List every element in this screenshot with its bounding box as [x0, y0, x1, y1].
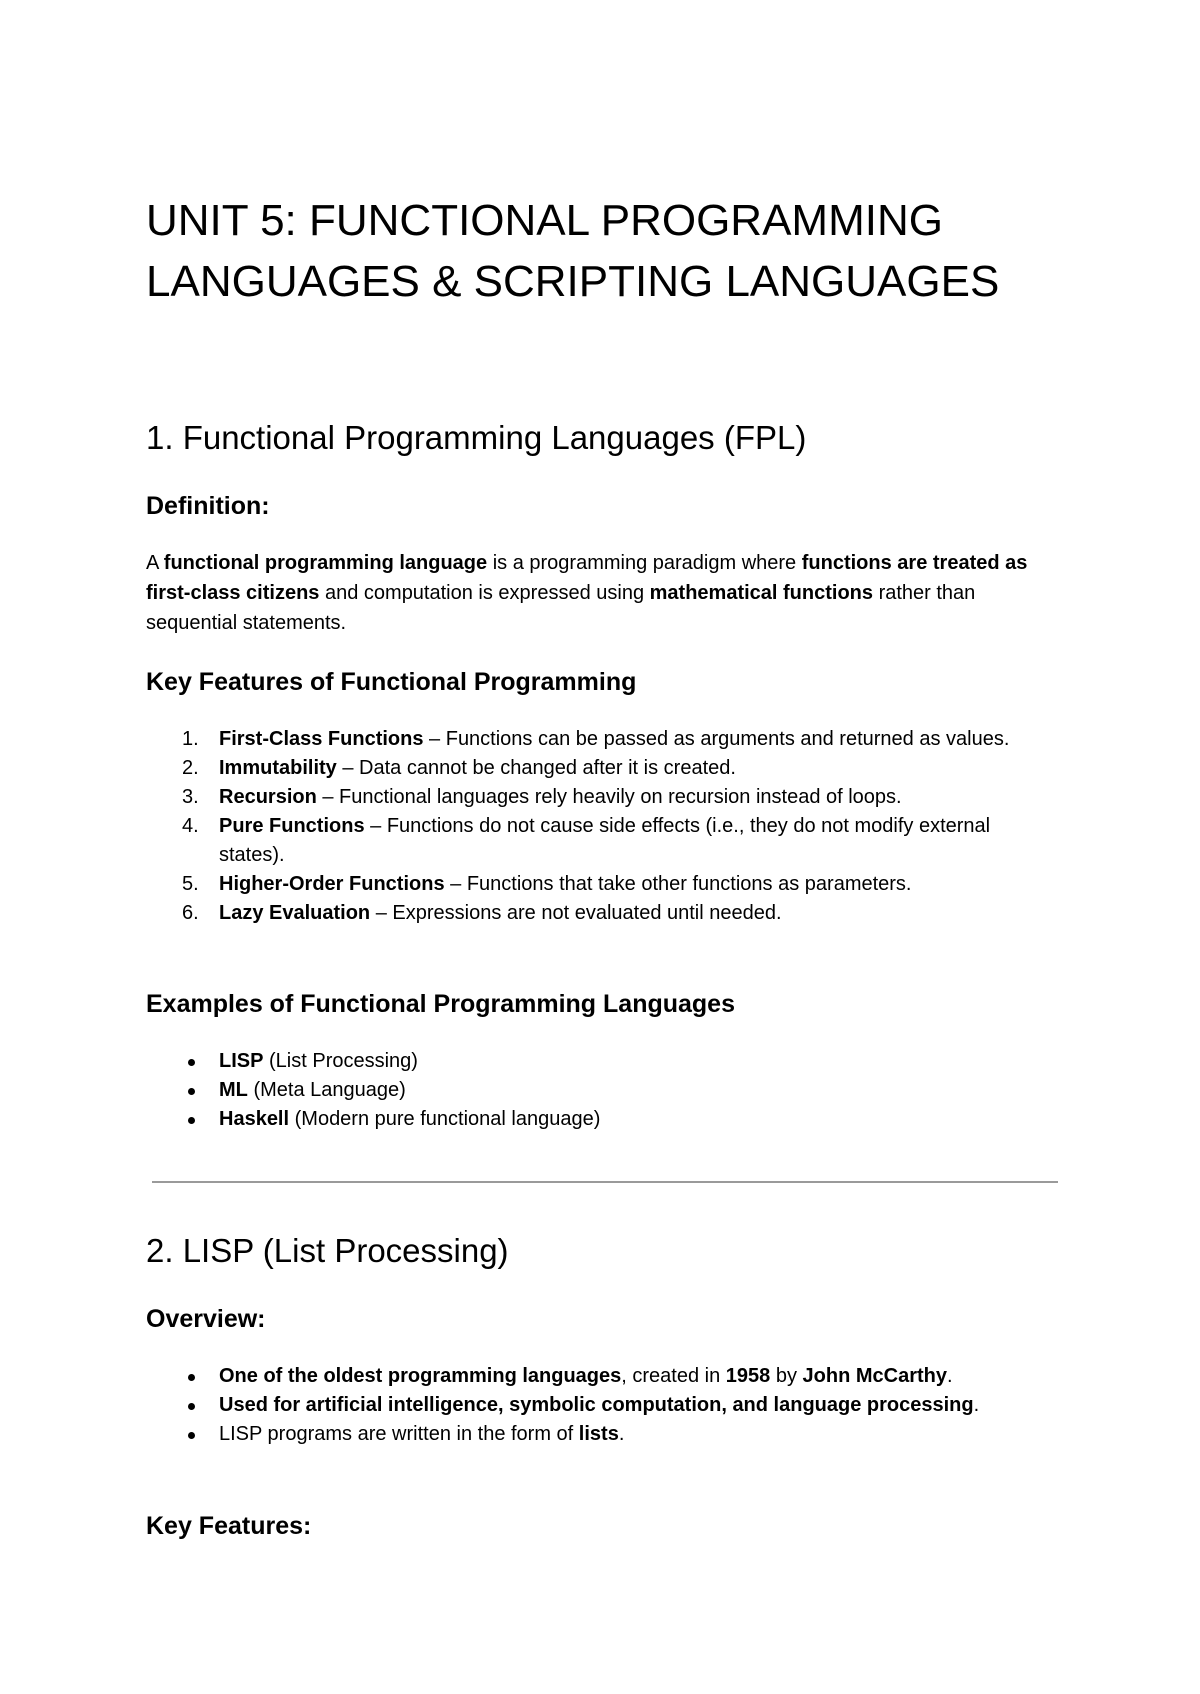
horizontal-divider: [152, 1181, 1058, 1183]
list-item: 6. Lazy Evaluation – Expressions are not evaluated until needed.: [182, 902, 782, 924]
list-item: Haskell (Modern pure functional language): [146, 1105, 1046, 1134]
definition-paragraph: A functional programming language is a programming paradigm where functions are treated as first-class citizens and computation is expressed using mathematical functions rather than sequential statements.: [146, 552, 1028, 634]
definition-label: Definition:: [146, 492, 270, 520]
bullet-icon: [188, 1374, 195, 1381]
list-item: Used for artificial intelligence, symbolic computation, and language processing.: [146, 1391, 1046, 1420]
examples-heading: Examples of Functional Programming Languages: [146, 990, 735, 1018]
bullet-icon: [188, 1059, 195, 1066]
overview-label: Overview:: [146, 1305, 266, 1333]
list-item: ML (Meta Language): [146, 1076, 1046, 1105]
bullet-icon: [188, 1117, 195, 1124]
examples-list: [146, 1047, 1046, 1134]
list-item: One of the oldest programming languages, created in 1958 by John McCarthy.: [146, 1362, 1046, 1391]
list-item: 5. Higher-Order Functions – Functions that take other functions as parameters.: [182, 873, 912, 895]
bullet-icon: [188, 1403, 195, 1410]
key-features-label: Key Features:: [146, 1512, 312, 1540]
features-list: [146, 725, 1046, 928]
document-title: UNIT 5: FUNCTIONAL PROGRAMMING LANGUAGES & SCRIPTING LANGUAGES: [146, 196, 1000, 306]
section-heading-fpl: 1. Functional Programming Languages (FPL): [146, 419, 807, 456]
bullet-icon: [188, 1088, 195, 1095]
list-item: LISP (List Processing): [146, 1047, 1046, 1076]
list-item: 4. Pure Functions – Functions do not cause side effects (i.e., they do not modify external states).: [182, 815, 991, 866]
features-heading: Key Features of Functional Programming: [146, 668, 637, 696]
list-item: 1. First-Class Functions – Functions can be passed as arguments and returned as values.: [182, 728, 1010, 750]
overview-list: [146, 1362, 1046, 1449]
list-item: LISP programs are written in the form of lists.: [146, 1420, 1046, 1449]
section-heading-lisp: 2. LISP (List Processing): [146, 1232, 509, 1269]
list-item: 2. Immutability – Data cannot be changed after it is created.: [182, 757, 736, 779]
list-item: 3. Recursion – Functional languages rely heavily on recursion instead of loops.: [182, 786, 902, 808]
bullet-icon: [188, 1432, 195, 1439]
